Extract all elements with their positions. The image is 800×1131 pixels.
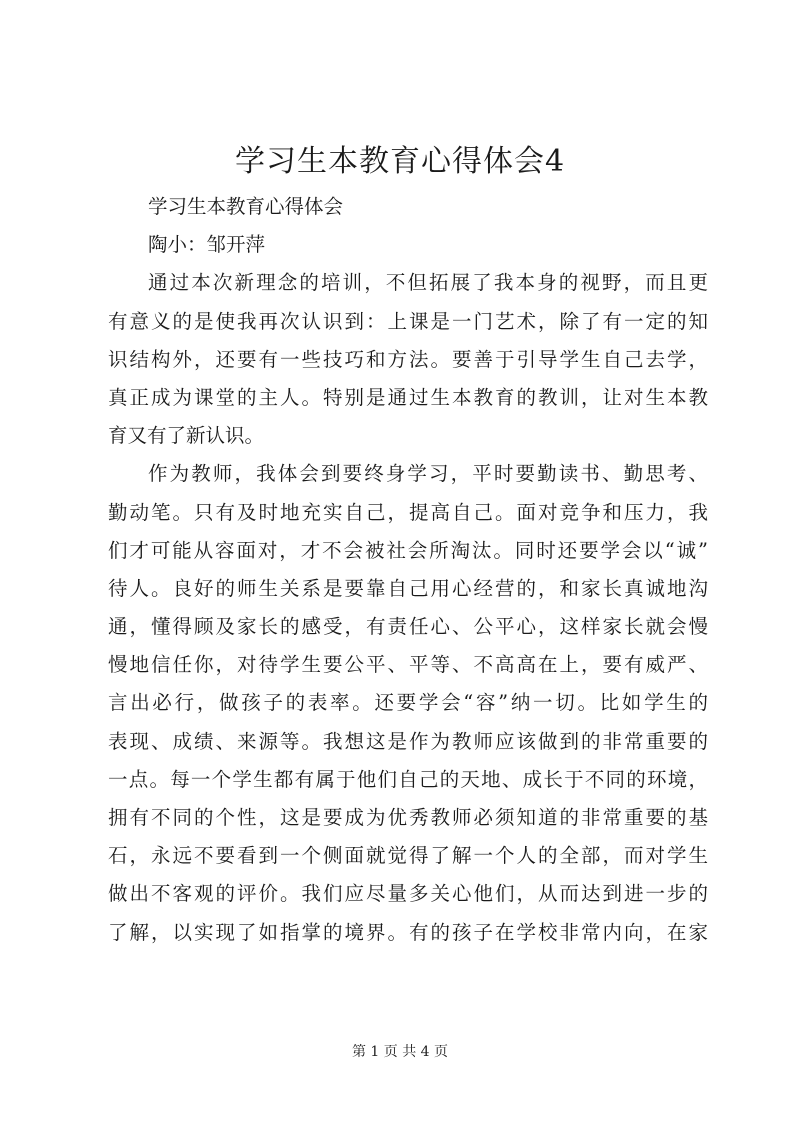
text-line: 陶小：邹开萍 [148, 233, 266, 257]
text-line: 拥有不同的个性，这是要成为优秀教师必须知道的非常重要的基 [108, 806, 708, 829]
text-line: 通过本次新理念的培训，不但拓展了我本身的视野，而且更 [148, 271, 708, 295]
document-body [108, 188, 708, 952]
text-line: 石，永远不要看到一个侧面就觉得了解一个人的全部，而对学生 [108, 844, 708, 868]
text-line: 了解，以实现了如指掌的境界。有的孩子在学校非常内向，在家 [108, 920, 708, 944]
text-line: 表现、成绩、来源等。我想这是作为教师应该做到的非常重要的 [108, 729, 708, 753]
text-line: 做出不客观的评价。我们应尽量多关心他们，从而达到进一步的 [108, 882, 708, 906]
text-line: 们才可能从容面对，才不会被社会所淘汰。同时还要学会以“诚” [108, 538, 708, 562]
text-line: 通，懂得顾及家长的感受，有责任心、公平心，这样家长就会慢 [108, 615, 708, 639]
text-line: 一点。每一个学生都有属于他们自己的天地、成长于不同的环境， [108, 767, 708, 791]
page-footer: 第 1 页 共 4 页 [351, 1044, 449, 1060]
text-line: 有意义的是使我再次认识到：上课是一门艺术，除了有一定的知 [108, 309, 708, 333]
page-title: 学习生本教育心得体会4 [234, 144, 566, 179]
text-line: 真正成为课堂的主人。特别是通过生本教育的教训，让对生本教 [108, 385, 708, 409]
text-line: 勤动笔。只有及时地充实自己，提高自己。面对竞争和压力，我 [108, 500, 708, 524]
text-line: 待人。良好的师生关系是要靠自己用心经营的，和家长真诚地沟 [108, 576, 708, 600]
text-line: 学习生本教育心得体会 [148, 195, 344, 218]
text-line: 育又有了新认识。 [108, 424, 265, 448]
text-line: 作为教师，我体会到要终身学习，平时要勤读书、勤思考、 [148, 462, 708, 486]
text-line: 慢地信任你，对待学生要公平、平等、不高高在上，要有威严、 [108, 653, 708, 677]
text-line: 言出必行，做孩子的表率。还要学会“容”纳一切。比如学生的 [108, 691, 708, 715]
text-line: 识结构外，还要有一些技巧和方法。要善于引导学生自己去学， [108, 347, 708, 371]
